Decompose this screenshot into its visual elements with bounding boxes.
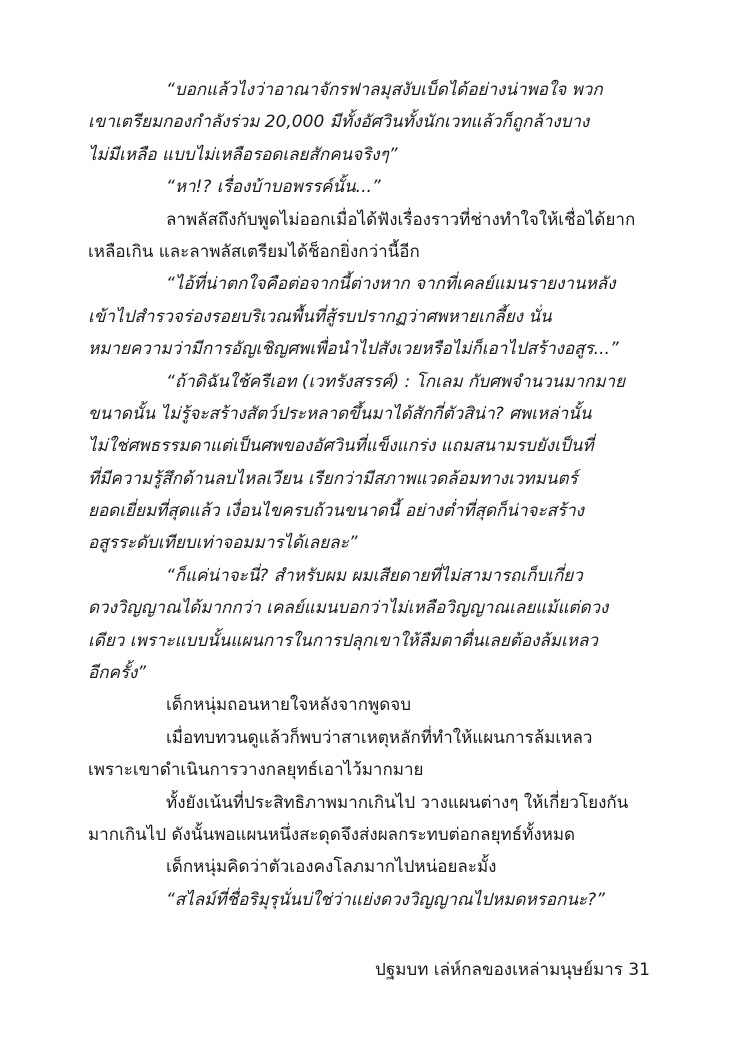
text-line: “ก็แค่น่าจะนี่? สำหรับผม ผมเสียดายที่ไม่สามารถเก็บเกี่ยว bbox=[166, 565, 583, 586]
text-line: ไม่ใช่ศพธรรมดาแต่เป็นศพของอัศวินที่แข็งแกร่ง แถมสนามรบยังเป็นที่ bbox=[88, 436, 594, 457]
text-line: ดวงวิญญาณได้มากกว่า เคลย์แมนบอกว่าไม่เหลือวิญญาณเลยแม้แต่ดวง bbox=[88, 598, 609, 619]
text-line: เด็กหนุ่มถอนหายใจหลังจากพูดจบ bbox=[166, 695, 411, 716]
text-line: เขาเตรียมกองกำลังร่วม 20,000 มีทั้งอัศวินทั้งนักเวทแล้วก็ถูกล้างบาง bbox=[88, 112, 590, 133]
text-line: ที่มีความรู้สึกด้านลบไหลเวียน เรียกว่ามีสภาพแวดล้อมทางเวทมนตร์ bbox=[88, 468, 578, 489]
text-line: หมายความว่ามีการอัญเชิญศพเพื่อนำไปสังเวยหรือไม่ก็เอาไปสร้างอสูร...” bbox=[88, 339, 619, 360]
text-line: มากเกินไป ดังนั้นพอแผนหนึ่งสะดุดจึงส่งผลกระทบต่อกลยุทธ์ทั้งหมด bbox=[88, 824, 576, 845]
body-text bbox=[88, 74, 654, 916]
running-title: ปฐมบท เล่ห์กลของเหล่ามนุษย์มาร bbox=[375, 960, 623, 980]
text-line: “บอกแล้วไงว่าอาณาจักรฟาลมุสงับเบ็ดได้อย่างน่าพอใจ พวก bbox=[166, 80, 603, 100]
text-line: ไม่มีเหลือ แบบไม่เหลือรอดเลยสักคนจริงๆ” bbox=[88, 144, 398, 165]
text-line: ทั้งยังเน้นที่ประสิทธิภาพมากเกินไป วางแผนต่างๆ ให้เกี่ยวโยงกัน bbox=[166, 792, 629, 813]
text-line: “ไอ้ที่น่าตกใจคือต่อจากนี้ต่างหาก จากที่เคลย์แมนรายงานหลัง bbox=[166, 274, 616, 295]
text-line: เพราะเขาดำเนินการวางกลยุทธ์เอาไว้มากมาย bbox=[88, 760, 424, 781]
text-line: อสูรระดับเทียบเท่าจอมมารได้เลยละ” bbox=[88, 533, 358, 554]
text-line: เหลือเกิน และลาพลัสเตรียมได้ช็อกยิ่งกว่านี้อีก bbox=[88, 241, 420, 262]
page-number: 31 bbox=[628, 960, 650, 980]
text-line: ขนาดนั้น ไม่รู้จะสร้างสัตว์ประหลาดขึ้นมาได้สักกี่ตัวสิน่า? ศพเหล่านั้น bbox=[88, 403, 592, 424]
text-line: เข้าไปสำรวจร่องรอยบริเวณพื้นที่สู้รบปรากฏว่าศพหายเกลี้ยง นั่น bbox=[88, 306, 552, 327]
text-line: “สไลม์ที่ชื่อริมุรุนั่นบ่ใช่ว่าแย่งดวงวิญญาณไปหมดหรอกนะ?” bbox=[166, 889, 605, 910]
text-line: ลาพลัสถึงกับพูดไม่ออกเมื่อได้ฟังเรื่องราวที่ช่างทำใจให้เชื่อได้ยาก bbox=[166, 209, 636, 230]
text-line: เด็กหนุ่มคิดว่าตัวเองคงโลภมากไปหน่อยละมั้ง bbox=[166, 857, 497, 878]
text-line: “ถ้าดิฉันใช้ครีเอท (เวทรังสรรค์) : โกเลม กับศพจำนวนมากมาย bbox=[166, 371, 626, 392]
text-line: ยอดเยี่ยมที่สุดแล้ว เงื่อนไขครบถ้วนขนาดนี้ อย่างต่ำที่สุดก็น่าจะสร้าง bbox=[88, 501, 584, 522]
text-line: เมื่อทบทวนดูแล้วก็พบว่าสาเหตุหลักที่ทำให้แผนการล้มเหลว bbox=[166, 727, 593, 748]
page-footer bbox=[375, 958, 650, 982]
text-line: “หา!? เรื่องบ้าบอพรรค์นั้น...” bbox=[166, 177, 381, 198]
text-line: เดียว เพราะแบบนั้นแผนการในการปลุกเขาให้ลืมตาตื่นเลยต้องล้มเหลว bbox=[88, 630, 598, 651]
text-line: อีกครั้ง” bbox=[88, 663, 147, 684]
